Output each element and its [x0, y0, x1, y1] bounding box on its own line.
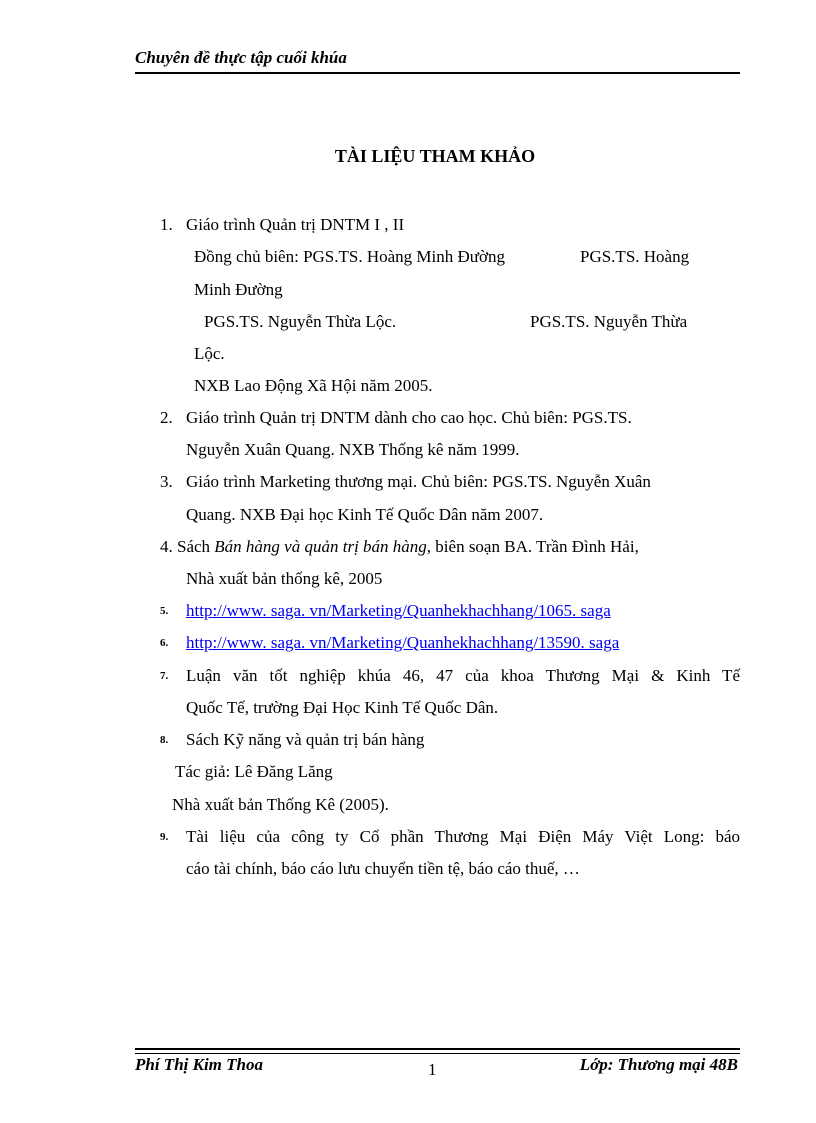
ref-2-line-2: Nguyễn Xuân Quang. NXB Thống kê năm 1999.	[186, 440, 520, 459]
ref-7-line-1: Luận văn tốt nghiệp khúa 46, 47 của khoa Thương Mại & Kinh Tế	[186, 666, 740, 685]
ref-8-line-1: Sách Kỹ năng và quản trị bán hàng	[186, 730, 425, 749]
ref-6-number: 6.	[160, 637, 169, 649]
header-text: Chuyên đề thực tập cuối khúa	[135, 48, 347, 67]
page-number: 1	[428, 1060, 437, 1079]
page-title: TÀI LIỆU THAM KHẢO	[334, 146, 536, 166]
ref-4-suffix: , biên soạn BA. Trần Đình Hải,	[426, 537, 639, 556]
ref-2-number: 2.	[160, 408, 173, 427]
ref-5-number: 5.	[160, 605, 169, 617]
ref-1-editor-line-2: PGS.TS. Nguyễn Thừa Lộc.	[204, 312, 397, 331]
ref-9-line-2: cáo tài chính, báo cáo lưu chuyển tiền tệ, báo cáo thuế, …	[186, 859, 580, 878]
ref-3-line-1: Giáo trình Marketing thương mại. Chủ biên: PGS.TS. Nguyễn Xuân	[186, 472, 651, 491]
ref-1-editor-second: PGS.TS. Hoàng	[580, 247, 690, 266]
ref-1-publisher: NXB Lao Động Xã Hội năm 2005.	[194, 376, 433, 395]
ref-6-link-wrap	[186, 633, 619, 653]
ref-1-editor-line: Đồng chủ biên: PGS.TS. Hoàng Minh Đường	[194, 247, 505, 266]
ref-9-line-1: Tài liệu của công ty Cổ phần Thương Mại Điện Máy Việt Long: báo	[186, 827, 740, 846]
page-header	[135, 48, 740, 74]
ref-1-number: 1.	[160, 215, 173, 234]
footer-divider	[135, 1048, 740, 1054]
ref-1-editor-second-2: PGS.TS. Nguyễn Thừa	[530, 312, 688, 331]
ref-8-author: Tác giả: Lê Đăng Lăng	[175, 762, 333, 781]
footer-author: Phí Thị Kim Thoa	[135, 1055, 263, 1074]
ref-7-number: 7.	[160, 670, 169, 682]
ref-5-link[interactable]: http://www. saga. vn/Marketing/Quanhekhachhang/1065. saga	[186, 601, 611, 620]
ref-1-editor-cont: Minh Đường	[194, 280, 283, 299]
ref-3-line-2: Quang. NXB Đại học Kinh Tế Quốc Dân năm 2007.	[186, 505, 544, 524]
ref-4-prefix: 4. Sách	[160, 537, 215, 556]
ref-2-line-1: Giáo trình Quản trị DNTM dành cho cao học. Chủ biên: PGS.TS.	[186, 408, 632, 427]
ref-1-editor-cont-2: Lộc.	[194, 344, 225, 363]
ref-3-number: 3.	[160, 472, 173, 491]
ref-8-publisher: Nhà xuất bản Thống Kê (2005).	[172, 795, 389, 814]
ref-4-book-title: Bán hàng và quản trị bán hàng	[214, 537, 427, 556]
ref-4-line-1	[160, 537, 639, 557]
ref-7-line-2: Quốc Tế, trường Đại Học Kinh Tế Quốc Dân.	[186, 698, 499, 717]
ref-5-link-wrap	[186, 601, 611, 621]
footer-class: Lớp: Thương mại 48B	[579, 1055, 738, 1074]
ref-4-line-2: Nhà xuất bản thống kê, 2005	[186, 569, 383, 588]
ref-8-number: 8.	[160, 734, 169, 746]
ref-9-number: 9.	[160, 831, 169, 843]
ref-6-link[interactable]: http://www. saga. vn/Marketing/Quanhekhachhang/13590. saga	[186, 633, 620, 652]
ref-1-title: Giáo trình Quản trị DNTM I , II	[186, 215, 405, 234]
